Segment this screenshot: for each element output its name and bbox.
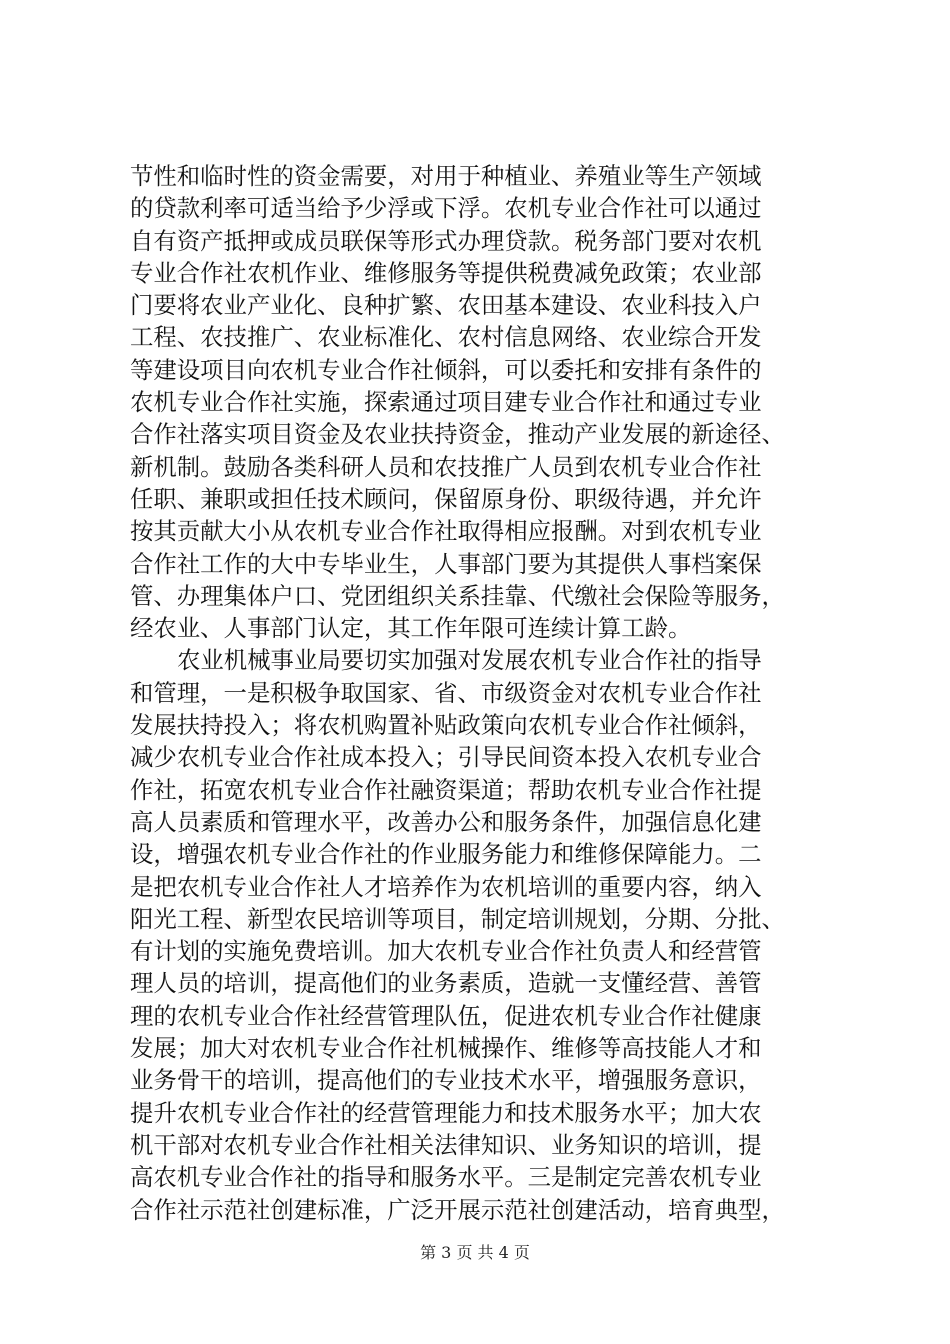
text-line: 任职、兼职或担任技术顾问，保留原身份、职级待遇，并允许 (130, 484, 762, 513)
text-line: 合作社工作的大中专毕业生，人事部门要为其提供人事档案保 (130, 549, 762, 578)
text-line: 提升农机专业合作社的经营管理能力和技术服务水平；加大农 (130, 1098, 762, 1127)
text-line: 有计划的实施免费培训。加大农机专业合作社负责人和经营管 (130, 937, 762, 966)
text-line: 等建设项目向农机专业合作社倾斜，可以委托和安排有条件的 (130, 355, 762, 384)
text-line: 高农机专业合作社的指导和服务水平。三是制定完善农机专业 (130, 1163, 762, 1192)
page-number-footer: 第 3 页 共 4 页 (420, 1243, 530, 1262)
text-line: 经农业、人事部门认定，其工作年限可连续计算工龄。 (130, 614, 692, 643)
text-line: 合作社落实项目资金及农业扶持资金，推动产业发展的新途径、 (130, 420, 785, 449)
text-line: 机干部对农机专业合作社相关法律知识、业务知识的培训，提 (130, 1130, 762, 1159)
text-line: 专业合作社农机作业、维修服务等提供税费减免政策；农业部 (130, 258, 762, 287)
text-line: 理的农机专业合作社经营管理队伍，促进农机专业合作社健康 (130, 1001, 762, 1030)
text-line: 的贷款利率可适当给予少浮或下浮。农机专业合作社可以通过 (130, 194, 762, 223)
body-text (130, 160, 830, 1226)
text-line: 设，增强农机专业合作社的作业服务能力和维修保障能力。二 (130, 840, 762, 869)
text-line: 农机专业合作社实施，探索通过项目建专业合作社和通过专业 (130, 388, 762, 417)
text-line: 工程、农技推广、农业标准化、农村信息网络、农业综合开发 (130, 323, 762, 352)
text-line: 门要将农业产业化、良种扩繁、农田基本建设、农业科技入户 (130, 291, 762, 320)
paragraph-first-line: 农业机械事业局要切实加强对发展农机专业合作社的指导 (177, 646, 762, 675)
text-line: 按其贡献大小从农机专业合作社取得相应报酬。对到农机专业 (130, 517, 762, 546)
text-line: 是把农机专业合作社人才培养作为农机培训的重要内容，纳入 (130, 872, 762, 901)
text-line: 新机制。鼓励各类科研人员和农技推广人员到农机专业合作社 (130, 452, 762, 481)
text-line: 自有资产抵押或成员联保等形式办理贷款。税务部门要对农机 (130, 226, 762, 255)
text-line: 节性和临时性的资金需要，对用于种植业、养殖业等生产领域 (130, 162, 762, 190)
text-line: 阳光工程、新型农民培训等项目，制定培训规划，分期、分批、 (130, 904, 785, 933)
text-line: 管、办理集体户口、党团组织关系挂靠、代缴社会保险等服务， (130, 581, 785, 610)
text-line: 作社，拓宽农机专业合作社融资渠道；帮助农机专业合作社提 (130, 775, 762, 804)
text-line: 理人员的培训，提高他们的业务素质，造就一支懂经营、善管 (130, 969, 762, 998)
text-line: 发展扶持投入；将农机购置补贴政策向农机专业合作社倾斜， (130, 711, 762, 740)
text-line: 业务骨干的培训，提高他们的专业技术水平，增强服务意识， (130, 1066, 762, 1095)
text-line: 发展；加大对农机专业合作社机械操作、维修等高技能人才和 (130, 1034, 762, 1063)
text-line: 和管理，一是积极争取国家、省、市级资金对农机专业合作社 (130, 678, 762, 707)
text-line: 合作社示范社创建标准，广泛开展示范社创建活动，培育典型， (130, 1195, 785, 1224)
text-line: 高人员素质和管理水平，改善办公和服务条件，加强信息化建 (130, 807, 762, 836)
text-line: 减少农机专业合作社成本投入；引导民间资本投入农机专业合 (130, 743, 762, 772)
